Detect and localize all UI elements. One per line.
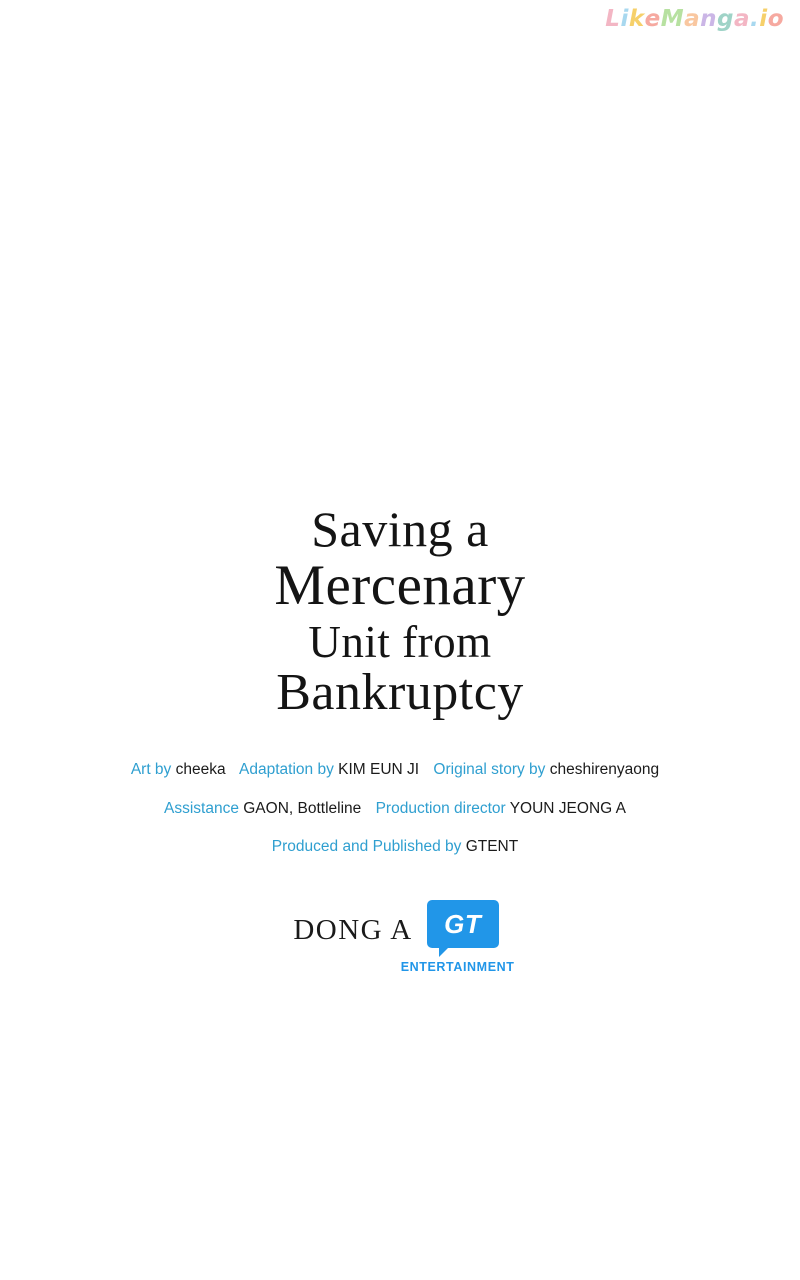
watermark-letter: . [750, 6, 760, 32]
title-line-1: Saving a [311, 501, 489, 557]
credit-entry [433, 761, 659, 778]
credit-entry [272, 838, 518, 855]
credits-row [0, 839, 800, 855]
watermark-letter: L [605, 6, 621, 32]
credit-entry [376, 800, 626, 817]
credits-row [0, 762, 800, 778]
credit-value: cheshirenyaong [549, 761, 660, 778]
page-title [0, 501, 800, 721]
watermark-letter: M [660, 6, 685, 32]
credits-row [0, 801, 800, 817]
credit-label: Produced and Published by [271, 838, 462, 855]
publisher-logo [0, 900, 800, 974]
watermark-letter: a [734, 6, 751, 32]
watermark-letter: k [628, 6, 645, 32]
watermark-letter: o [767, 6, 784, 32]
credit-value: cheeka [175, 761, 226, 778]
watermark-letter: a [684, 6, 701, 32]
title-line-2: Mercenary [274, 554, 526, 617]
credit-entry [164, 800, 361, 817]
watermark-letter: n [700, 6, 718, 32]
credit-value: YOUN JEONG A [509, 799, 626, 817]
credit-value: GTENT [465, 838, 519, 855]
credit-entry [131, 761, 226, 778]
publisher-subtitle: ENTERTAINMENT [400, 960, 515, 974]
speech-bubble-icon [427, 900, 499, 948]
credit-entry [239, 761, 419, 778]
publisher-name: DONG A [293, 914, 413, 946]
credit-label: Art by [130, 761, 172, 778]
title-line-3: Unit from [308, 616, 492, 667]
watermark-letter: g [717, 6, 735, 32]
credit-label: Adaptation by [239, 761, 334, 778]
watermark-letter: e [644, 6, 661, 32]
credit-label: Original story by [433, 761, 546, 778]
watermark-letter: i [759, 6, 768, 32]
credits-block [0, 762, 800, 878]
credit-value: KIM EUN JI [338, 761, 420, 778]
gt-logo-text: GT [444, 908, 482, 939]
gt-logo-mark [400, 900, 515, 974]
title-line-4: Bankruptcy [276, 663, 524, 721]
watermark-letter: i [620, 6, 629, 32]
credit-label: Production director [375, 799, 506, 817]
site-watermark [605, 6, 784, 32]
credit-value: GAON, Bottleline [243, 799, 362, 817]
credit-label: Assistance [163, 799, 239, 817]
